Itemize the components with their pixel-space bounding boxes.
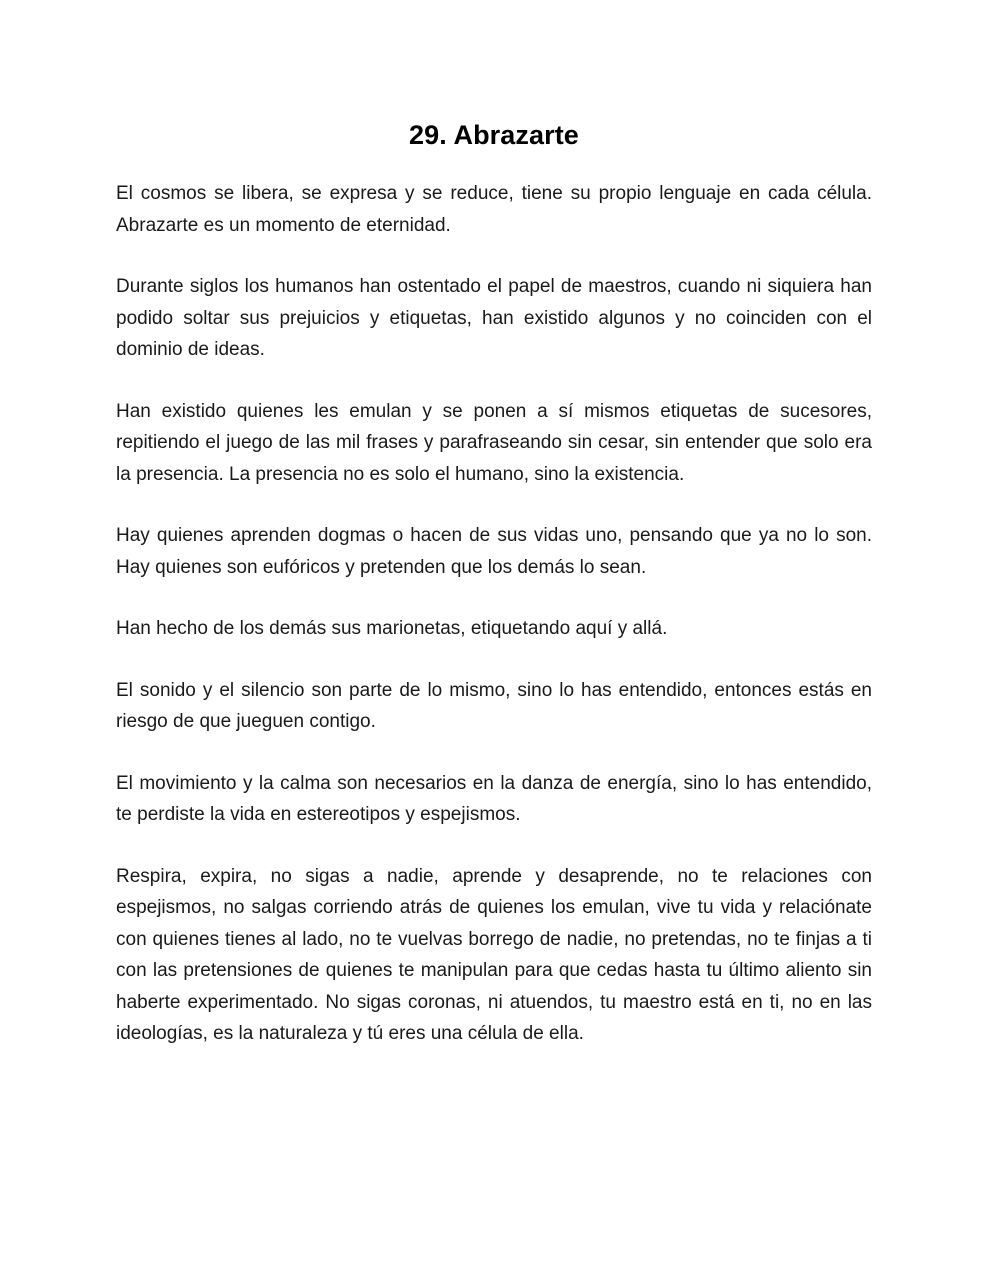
paragraph-6: El sonido y el silencio son parte de lo mismo, sino lo has entendido, entonces estás en riesgo de que jueguen contigo. [116,679,872,732]
paragraph-7: El movimiento y la calma son necesarios en la danza de energía, sino lo has entendido, te perdiste la vida en estereotipos y espejismos. [116,772,872,825]
paragraph-8: Respira, expira, no sigas a nadie, aprende y desaprende, no te relaciones con espejismos, no salgas corriendo atrás de quienes los emulan, vive tu vida y relaciónate con quienes tienes al lado, no te vuelvas borrego de nadie, no pretendas, no te finjas a ti con las pretensiones de quienes te manipulan para que cedas hasta tu último aliento sin haberte experimentado. No sigas coronas, ni atuendos, tu maestro está en ti, no en las ideologías, es la naturaleza y tú eres una célula de ella. [116,865,872,1044]
paragraph-4: Hay quienes aprenden dogmas o hacen de sus vidas uno, pensando que ya no lo son. Hay quienes son eufóricos y pretenden que los demás lo sean. [116,525,872,578]
document-page [116,116,872,1080]
paragraph-2: Durante siglos los humanos han ostentado el papel de maestros, cuando ni siquiera han podido soltar sus prejuicios y etiquetas, han existido algunos y no coinciden con el dominio de ideas. [116,276,872,360]
paragraph-5: Han hecho de los demás sus marionetas, etiquetando aquí y allá. [116,618,668,639]
paragraph-3: Han existido quienes les emulan y se ponen a sí mismos etiquetas de sucesores, repitiendo el juego de las mil frases y parafraseando sin cesar, sin entender que solo era la presencia. La presencia no es solo el humano, sino la existencia. [116,400,872,485]
page-title: 29. Abrazarte [409,120,579,150]
paragraph-1: El cosmos se libera, se expresa y se reduce, tiene su propio lenguaje en cada célula. Abrazarte es un momento de eternidad. [116,183,872,236]
